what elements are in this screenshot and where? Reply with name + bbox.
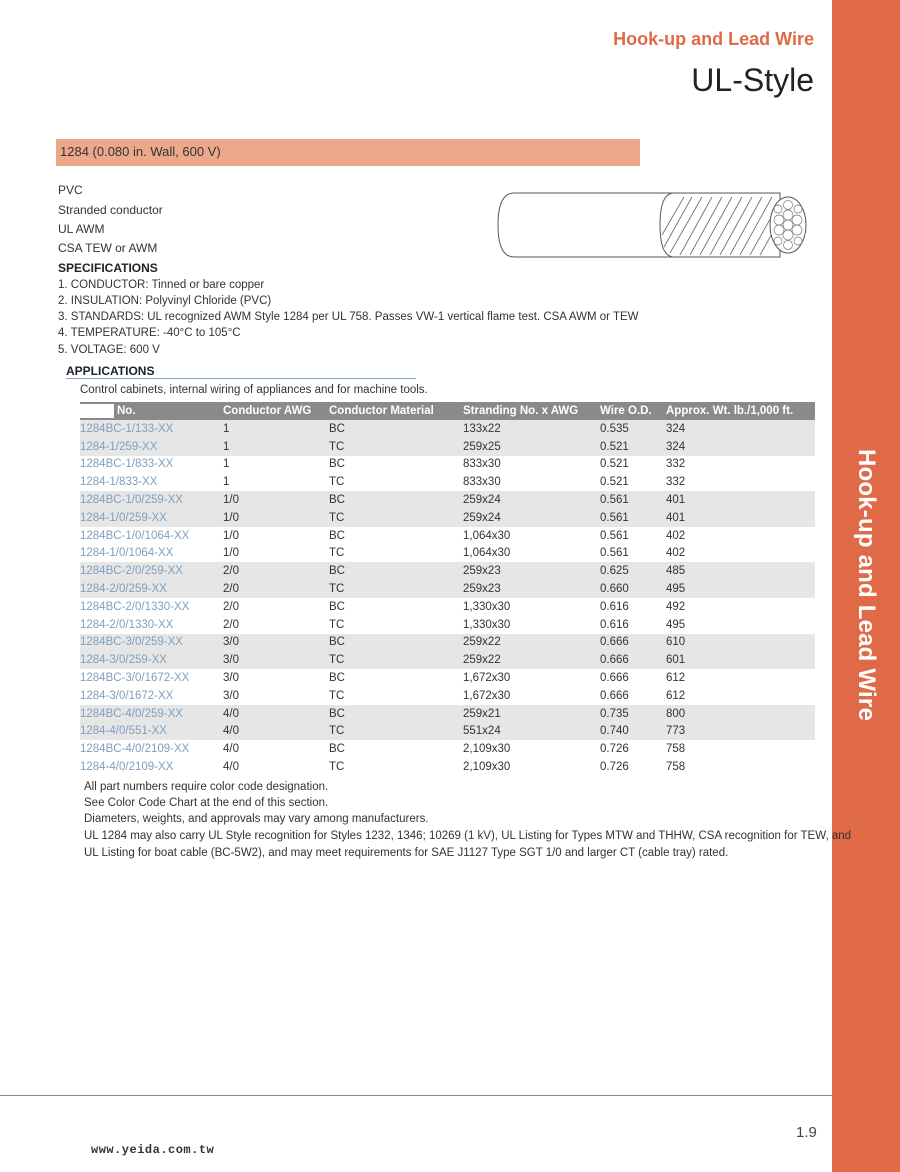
table-cell: 758 [666, 743, 686, 756]
part-number-cell: 1284-1/0/259-XX [80, 511, 167, 524]
feature-item: Stranded conductor [58, 203, 163, 217]
table-header-row [80, 402, 815, 420]
table-cell: 610 [666, 636, 686, 649]
part-number-cell: 1284BC-2/0/1330-XX [80, 600, 190, 613]
table-cell: 0.561 [600, 547, 629, 560]
table-cell: 259x25 [463, 440, 501, 453]
table-cell: 495 [666, 618, 686, 631]
table-cell: 0.625 [600, 565, 629, 578]
table-cell: 485 [666, 565, 686, 578]
part-number-cell: 1284BC-3/0/1672-XX [80, 672, 190, 685]
table-cell: TC [329, 440, 345, 453]
table-cell: 0.561 [600, 494, 629, 507]
note-line: All part numbers require color code designation. [84, 781, 329, 793]
part-number-cell: 1284-3/0/259-XX [80, 654, 167, 667]
table-cell: 332 [666, 476, 686, 489]
part-number-cell: 1284BC-3/0/259-XX [80, 636, 183, 649]
note-line: See Color Code Chart at the end of this section. [84, 797, 329, 809]
table-cell: BC [329, 422, 345, 435]
table-cell: 758 [666, 761, 686, 774]
part-number-cell: 1284BC-2/0/259-XX [80, 565, 183, 578]
table-cell: 2/0 [223, 583, 239, 596]
table-row [80, 740, 815, 758]
note-line: UL Listing for boat cable (BC-5W2), and may meet requirements for SAE J1127 Type SGT 1/0 and larger CT (cable tray) rated. [84, 847, 729, 859]
table-cell: 259x22 [463, 636, 501, 649]
table-cell: TC [329, 761, 345, 774]
part-number-cell: 1284BC-4/0/2109-XX [80, 743, 190, 756]
column-header: Conductor Material [329, 405, 434, 417]
table-cell: 0.666 [600, 689, 629, 702]
table-cell: 4/0 [223, 725, 239, 738]
table-cell: 3/0 [223, 636, 239, 649]
table-cell: 0.535 [600, 422, 629, 435]
table-cell: 0.521 [600, 458, 629, 471]
spec-item: 3. STANDARDS: UL recognized AWM Style 1284 per UL 758. Passes VW-1 vertical flame test. CSA AWM or TEW [58, 311, 639, 323]
table-cell: 0.660 [600, 583, 629, 596]
table-cell: 0.521 [600, 476, 629, 489]
table-cell: 2/0 [223, 600, 239, 613]
table-cell: 612 [666, 672, 686, 685]
table-row [80, 651, 815, 669]
column-header: Stranding No. x AWG [463, 405, 579, 417]
stranded-wire-icon [494, 187, 814, 267]
table-cell: 1 [223, 440, 230, 453]
table-cell: 495 [666, 583, 686, 596]
header-swatch [80, 404, 114, 418]
note-line: UL 1284 may also carry UL Style recognition for Styles 1232, 1346; 10269 (1 kV), UL Listing for Types MTW and THHW, CSA recognition for TEW, and [84, 830, 852, 842]
column-header-label: No. [117, 405, 136, 418]
table-cell: 3/0 [223, 654, 239, 667]
table-cell: 0.561 [600, 511, 629, 524]
column-header: Wire O.D. [600, 405, 652, 417]
divider [66, 378, 416, 379]
table-cell: 2/0 [223, 565, 239, 578]
table-cell: BC [329, 565, 345, 578]
table-cell: TC [329, 654, 345, 667]
table-cell: 259x24 [463, 511, 501, 524]
feature-item: CSA TEW or AWM [58, 241, 158, 255]
part-number-cell: 1284-4/0/551-XX [80, 725, 167, 738]
table-cell: 0.740 [600, 725, 629, 738]
product-band-title: 1284 (0.080 in. Wall, 600 V) [60, 144, 221, 159]
part-number-cell: 1284BC-1/833-XX [80, 458, 174, 471]
part-number-cell: 1284BC-1/0/1064-XX [80, 529, 190, 542]
table-row [80, 491, 815, 509]
table-cell: BC [329, 529, 345, 542]
table-cell: 4/0 [223, 707, 239, 720]
table-cell: 2/0 [223, 618, 239, 631]
product-table [80, 402, 815, 776]
part-number-cell: 1284-2/0/1330-XX [80, 618, 174, 631]
table-cell: 1,672x30 [463, 672, 511, 685]
table-row [80, 473, 815, 491]
table-cell: 1/0 [223, 547, 239, 560]
table-cell: TC [329, 547, 345, 560]
table-cell: 800 [666, 707, 686, 720]
table-cell: 324 [666, 440, 686, 453]
part-number-cell: 1284-1/259-XX [80, 440, 158, 453]
table-cell: 1/0 [223, 494, 239, 507]
table-cell: 0.616 [600, 600, 629, 613]
table-cell: BC [329, 494, 345, 507]
table-cell: BC [329, 458, 345, 471]
table-cell: 0.726 [600, 761, 629, 774]
table-row [80, 562, 815, 580]
table-row [80, 527, 815, 545]
note-line: Diameters, weights, and approvals may vary among manufacturers. [84, 813, 429, 825]
column-header [80, 402, 223, 420]
table-cell: 259x23 [463, 583, 501, 596]
part-number-cell: 1284BC-4/0/259-XX [80, 707, 183, 720]
table-cell: 4/0 [223, 743, 239, 756]
table-row [80, 509, 815, 527]
table-cell: TC [329, 583, 345, 596]
footer-divider [0, 1095, 832, 1096]
table-cell: 133x22 [463, 422, 501, 435]
table-cell: 551x24 [463, 725, 501, 738]
table-cell: 0.616 [600, 618, 629, 631]
product-band [56, 139, 640, 166]
table-row [80, 598, 815, 616]
spec-item: 2. INSULATION: Polyvinyl Chloride (PVC) [58, 295, 272, 307]
table-row [80, 758, 815, 776]
table-cell: 3/0 [223, 672, 239, 685]
table-cell: 0.666 [600, 672, 629, 685]
table-row [80, 456, 815, 474]
table-cell: 1 [223, 422, 230, 435]
footer-url[interactable]: www.yeida.com.tw [91, 1143, 215, 1157]
part-number-cell: 1284-1/833-XX [80, 476, 158, 489]
table-cell: 0.521 [600, 440, 629, 453]
table-cell: 401 [666, 494, 686, 507]
table-cell: 2,109x30 [463, 761, 511, 774]
table-cell: 1,672x30 [463, 689, 511, 702]
table-row [80, 687, 815, 705]
table-cell: 259x24 [463, 494, 501, 507]
applications-text: Control cabinets, internal wiring of appliances and for machine tools. [80, 384, 428, 396]
specifications-heading: SPECIFICATIONS [58, 261, 158, 275]
table-row [80, 669, 815, 687]
table-cell: TC [329, 476, 345, 489]
sidebar-label: Hook-up and Lead Wire [853, 449, 880, 721]
part-number-cell: 1284-4/0/2109-XX [80, 761, 174, 774]
table-cell: 1,064x30 [463, 529, 511, 542]
table-cell: 324 [666, 422, 686, 435]
column-header: Conductor AWG [223, 405, 312, 417]
part-number-cell: 1284BC-1/0/259-XX [80, 494, 183, 507]
table-cell: 0.561 [600, 529, 629, 542]
table-cell: 0.666 [600, 654, 629, 667]
table-cell: TC [329, 511, 345, 524]
table-cell: 612 [666, 689, 686, 702]
table-row [80, 438, 815, 456]
table-cell: 1 [223, 476, 230, 489]
table-cell: 833x30 [463, 458, 501, 471]
table-cell: BC [329, 743, 345, 756]
table-cell: BC [329, 600, 345, 613]
table-cell: 492 [666, 600, 686, 613]
table-cell: 402 [666, 529, 686, 542]
spec-item: 5. VOLTAGE: 600 V [58, 344, 160, 356]
table-cell: 259x21 [463, 707, 501, 720]
table-row [80, 580, 815, 598]
spec-item: 4. TEMPERATURE: -40°C to 105°C [58, 327, 241, 339]
table-cell: 401 [666, 511, 686, 524]
table-cell: 0.726 [600, 743, 629, 756]
table-cell: 833x30 [463, 476, 501, 489]
table-row [80, 616, 815, 634]
table-cell: 1,330x30 [463, 600, 511, 613]
table-cell: 1 [223, 458, 230, 471]
table-cell: 2,109x30 [463, 743, 511, 756]
table-cell: 259x22 [463, 654, 501, 667]
part-number-cell: 1284-1/0/1064-XX [80, 547, 174, 560]
spec-item: 1. CONDUCTOR: Tinned or bare copper [58, 279, 265, 291]
table-cell: BC [329, 672, 345, 685]
column-header: Approx. Wt. lb./1,000 ft. [666, 405, 794, 417]
table-cell: BC [329, 707, 345, 720]
header-subtitle: Hook-up and Lead Wire [613, 29, 814, 49]
part-number-cell: 1284BC-1/133-XX [80, 422, 174, 435]
table-cell: 1/0 [223, 511, 239, 524]
table-cell: 3/0 [223, 689, 239, 702]
table-row [80, 545, 815, 563]
table-row [80, 723, 815, 741]
table-row [80, 634, 815, 652]
table-cell: 4/0 [223, 761, 239, 774]
table-cell: BC [329, 636, 345, 649]
feature-item: PVC [58, 183, 83, 197]
page-title: UL-Style [691, 62, 814, 98]
table-cell: 402 [666, 547, 686, 560]
table-cell: 259x23 [463, 565, 501, 578]
applications-heading: APPLICATIONS [66, 364, 155, 378]
table-cell: 332 [666, 458, 686, 471]
feature-item: UL AWM [58, 222, 105, 236]
page-number: 1.9 [796, 1124, 817, 1141]
table-cell: TC [329, 725, 345, 738]
table-cell: 773 [666, 725, 686, 738]
table-cell: 601 [666, 654, 686, 667]
part-number-cell: 1284-2/0/259-XX [80, 583, 167, 596]
part-number-cell: 1284-3/0/1672-XX [80, 689, 174, 702]
table-cell: 0.735 [600, 707, 629, 720]
table-row [80, 420, 815, 438]
table-cell: 1,064x30 [463, 547, 511, 560]
table-cell: 1,330x30 [463, 618, 511, 631]
table-cell: TC [329, 618, 345, 631]
table-cell: 0.666 [600, 636, 629, 649]
table-cell: TC [329, 689, 345, 702]
table-row [80, 705, 815, 723]
table-cell: 1/0 [223, 529, 239, 542]
